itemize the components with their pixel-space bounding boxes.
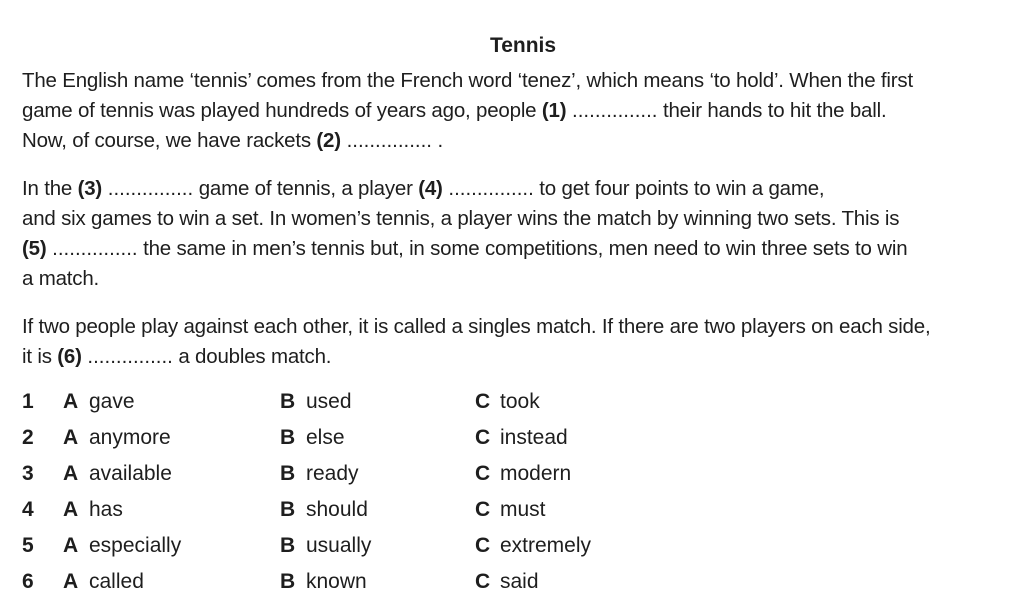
gap-number-2: (2) <box>316 129 341 152</box>
option-row-1 <box>22 390 782 426</box>
option-c-label: C <box>475 426 491 449</box>
text-fragment: it is <box>22 345 58 368</box>
option-a-label: A <box>63 462 79 485</box>
option-row-5 <box>22 534 782 570</box>
text-fragment: to get four points to win a game, <box>533 177 825 200</box>
question-number: 4 <box>22 498 34 521</box>
gap-number-1: (1) <box>541 99 567 122</box>
option-a-label: A <box>63 390 79 413</box>
option-a-text: has <box>89 498 123 521</box>
option-row-4 <box>22 498 782 534</box>
page-title: Tennis <box>489 34 557 57</box>
option-row-3 <box>22 462 782 498</box>
option-b-label: B <box>280 426 296 449</box>
option-b-label: B <box>280 534 296 557</box>
question-number: 2 <box>22 426 34 449</box>
gap-number-6: (6) <box>57 345 82 368</box>
option-a-text: anymore <box>89 426 171 449</box>
question-number: 3 <box>22 462 34 485</box>
option-c-label: C <box>475 390 491 413</box>
question-number: 6 <box>22 570 34 593</box>
paragraph-2-line-1 <box>22 174 1012 204</box>
gap-blank-4: ............... <box>442 177 534 200</box>
option-a-text: especially <box>89 534 182 557</box>
paragraph-2 <box>22 174 1012 294</box>
option-row-2 <box>22 426 782 462</box>
option-b-label: B <box>280 570 296 593</box>
option-c-label: C <box>475 570 491 593</box>
option-row-6 <box>22 570 782 606</box>
answer-options <box>22 390 782 606</box>
text-fragment: their hands to hit the ball. <box>657 99 887 122</box>
option-b-label: B <box>280 462 296 485</box>
question-number: 1 <box>22 390 34 413</box>
option-b-text: usually <box>306 534 372 557</box>
question-number: 5 <box>22 534 34 557</box>
text-fragment: . <box>432 129 444 152</box>
gap-number-3: (3) <box>77 177 103 200</box>
option-a-text: available <box>89 462 172 485</box>
option-c-label: C <box>475 462 491 485</box>
paragraph-2-line-3 <box>22 234 1012 264</box>
option-c-text: modern <box>500 462 572 485</box>
text-fragment: game of tennis was played hundreds of years ago, people <box>22 99 542 122</box>
option-c-text: took <box>500 390 540 413</box>
paragraph-1 <box>22 66 1012 156</box>
option-c-text: instead <box>500 426 568 449</box>
text-fragment: the same in men’s tennis but, in some competitions, men need to win three sets to win <box>137 237 908 260</box>
option-b-label: B <box>280 390 296 413</box>
option-b-text: else <box>306 426 345 449</box>
text-fragment: Now, of course, we have rackets <box>22 129 317 152</box>
option-c-label: C <box>475 534 491 557</box>
option-c-label: C <box>475 498 491 521</box>
gap-number-5: (5) <box>22 237 47 260</box>
option-b-label: B <box>280 498 296 521</box>
option-a-label: A <box>63 534 79 557</box>
paragraph-2-line-4: a match. <box>22 267 100 290</box>
gap-blank-1: ............... <box>566 99 658 122</box>
option-a-text: called <box>89 570 144 593</box>
option-a-text: gave <box>89 390 135 413</box>
option-c-text: must <box>500 498 546 521</box>
option-a-label: A <box>63 426 79 449</box>
paragraph-2-line-2: and six games to win a set. In women’s tennis, a player wins the match by winning two sets. This is <box>22 207 900 230</box>
option-a-label: A <box>63 498 79 521</box>
option-a-label: A <box>63 570 79 593</box>
paragraph-1-line-3 <box>22 126 1012 156</box>
gap-blank-2: ............... <box>340 129 433 152</box>
gap-number-4: (4) <box>418 177 443 200</box>
paragraph-1-line-1: The English name ‘tennis’ comes from the French word ‘tenez’, which means ‘to hold’. When the first <box>22 69 913 92</box>
option-b-text: known <box>306 570 367 593</box>
text-fragment: In the <box>22 177 78 200</box>
option-b-text: ready <box>306 462 359 485</box>
gap-blank-6: ............... <box>81 345 173 368</box>
option-c-text: said <box>500 570 539 593</box>
text-fragment: a doubles match. <box>172 345 332 368</box>
option-b-text: used <box>306 390 352 413</box>
option-c-text: extremely <box>500 534 592 557</box>
paragraph-3-line-1: If two people play against each other, it is called a singles match. If there are two players on each side, <box>22 315 931 338</box>
paragraph-3 <box>22 312 1012 372</box>
text-fragment: game of tennis, a player <box>193 177 419 200</box>
option-b-text: should <box>306 498 368 521</box>
gap-blank-3: ............... <box>102 177 194 200</box>
gap-blank-5: ............... <box>46 237 138 260</box>
paragraph-1-line-2 <box>22 96 1012 126</box>
paragraph-3-line-2 <box>22 342 1012 372</box>
